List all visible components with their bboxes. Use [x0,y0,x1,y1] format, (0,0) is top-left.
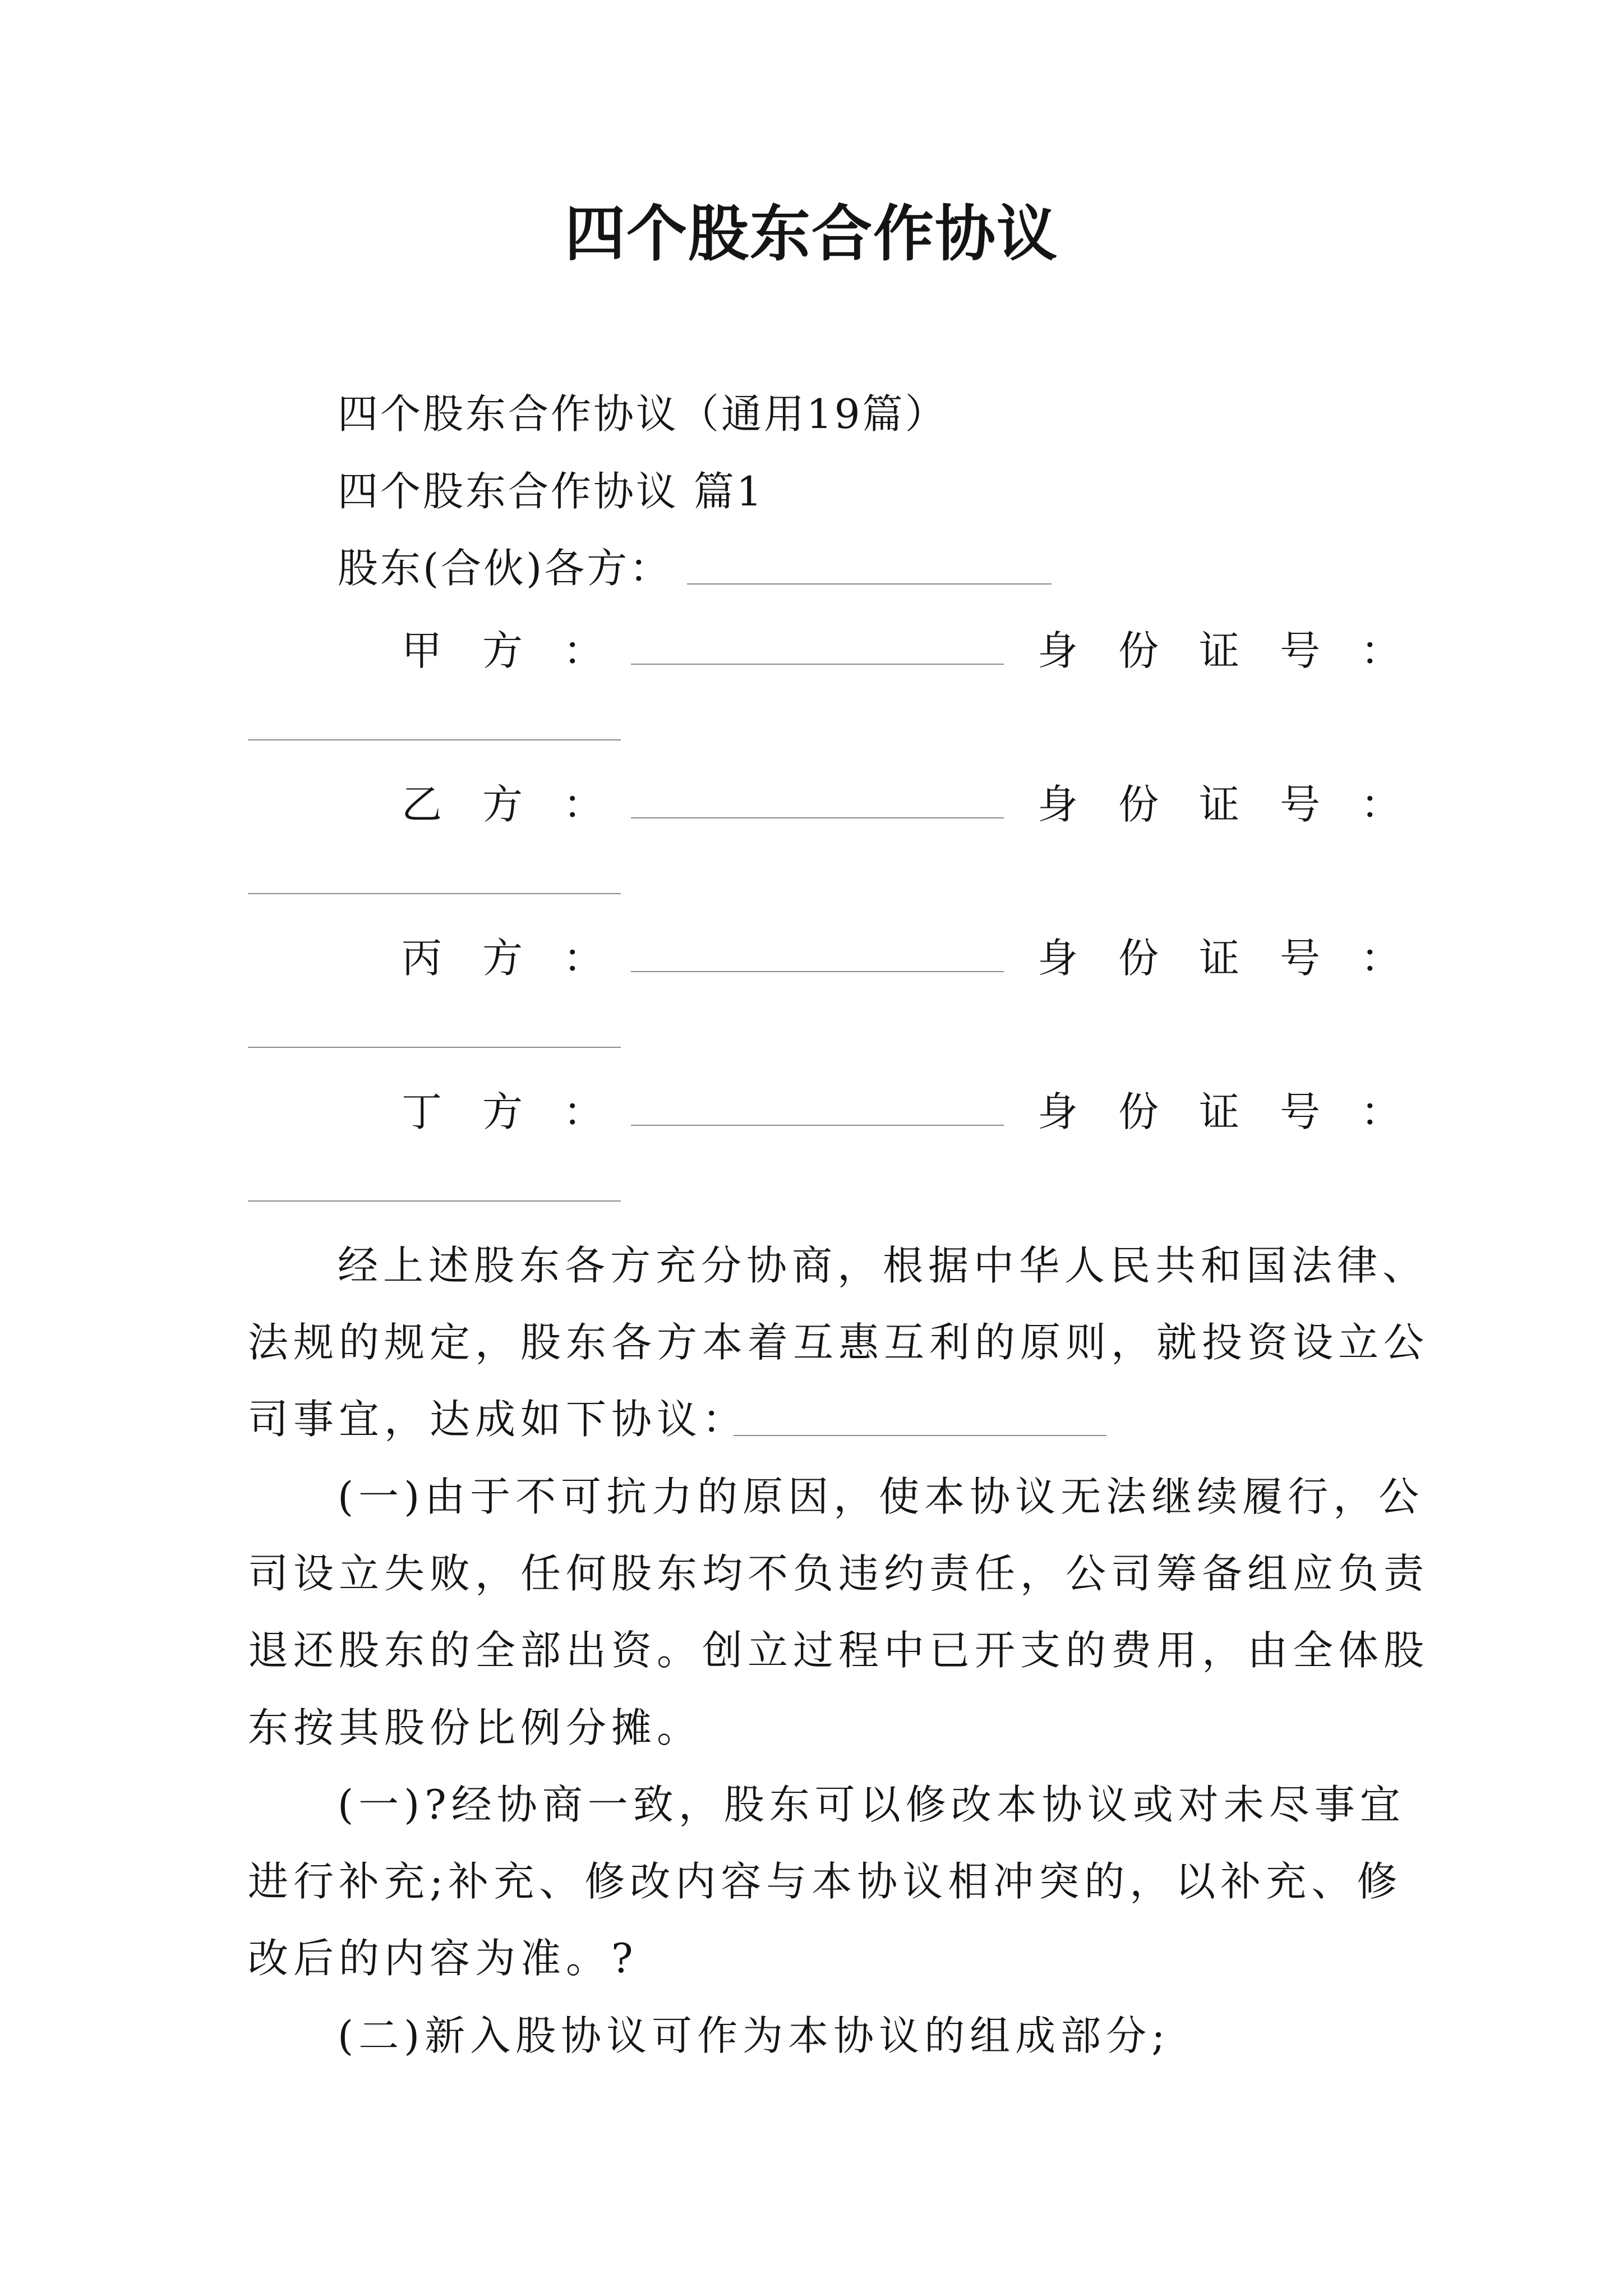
party-d-id-label: 身 份 证 号 ： [1038,1088,1401,1135]
paragraph-amendment-line: 改后的内容为准。? [248,1935,638,1982]
section-heading: 四个股东合作协议 篇1 [338,468,764,515]
document-title: 四个股东合作协议 [564,199,1058,269]
paragraph-amendment-line: 进行补充;补充、修改内容与本协议相冲突的，以补充、修 [248,1858,1403,1905]
party-d-id-blank [248,1200,621,1202]
party-d-label: 丁 方 ： [402,1088,604,1135]
paragraph-force-majeure-line: 退还股东的全部出资。创立过程中已开支的费用，由全体股 [248,1627,1430,1674]
party-b-label: 乙 方 ： [402,781,604,828]
parties-blank [687,583,1052,585]
party-a-label: 甲 方 ： [402,627,604,674]
party-c-id-label: 身 份 证 号 ： [1038,935,1401,982]
paragraph-intro-line: 法规的规定，股东各方本着互惠互利的原则，就投资设立公 [248,1319,1430,1366]
party-b-id-label: 身 份 证 号 ： [1038,781,1401,828]
parties-intro: 股东(合伙)各方： [338,545,672,592]
agreement-blank [734,1435,1106,1436]
party-b-name-blank [631,817,1004,818]
paragraph-new-shares-line: (二)新入股协议可作为本协议的组成部分; [338,2012,1170,2059]
party-d-name-blank [631,1125,1004,1126]
party-a-name-blank [631,664,1004,665]
paragraph-amendment-line: (一)?经协商一致，股东可以修改本协议或对未尽事宜 [338,1781,1405,1828]
party-c-id-blank [248,1047,621,1048]
paragraph-force-majeure-line: 司设立失败，任何股东均不负违约责任，公司筹备组应负责 [248,1550,1430,1597]
document-subtitle: 四个股东合作协议（通用19篇） [338,390,948,438]
party-c-label: 丙 方 ： [402,935,604,982]
party-a-id-blank [248,739,621,740]
paragraph-force-majeure-line: (一)由于不可抗力的原因，使本协议无法继续履行，公 [338,1473,1424,1520]
party-c-name-blank [631,971,1004,972]
party-b-id-blank [248,893,621,894]
paragraph-intro-line: 经上述股东各方充分协商，根据中华人民共和国法律、 [338,1242,1428,1289]
paragraph-intro-line: 司事宜，达成如下协议： [248,1396,748,1443]
party-a-id-label: 身 份 证 号 ： [1038,627,1401,674]
paragraph-force-majeure-line: 东按其股份比例分摊。 [248,1704,703,1751]
